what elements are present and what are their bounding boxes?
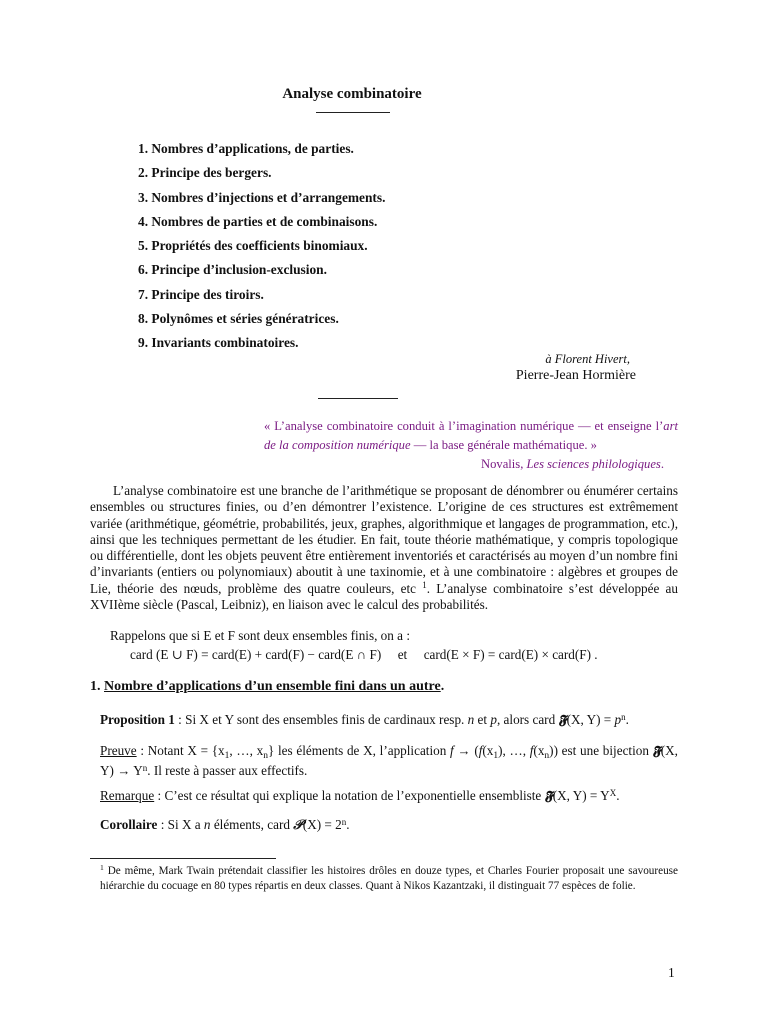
toc-item: 4. Nombres de parties et de combinaisons. bbox=[138, 213, 378, 229]
exponent: X bbox=[609, 787, 617, 798]
text: (X, Y) = Y bbox=[552, 788, 610, 803]
fraktur-symbol: 𝕱 bbox=[558, 713, 567, 728]
proposition-label: Proposition 1 bbox=[100, 712, 175, 727]
corollary-label: Corollaire bbox=[100, 817, 158, 832]
text: : C’est ce résultat qui explique la notation de l’exponentielle ensembliste bbox=[154, 788, 545, 803]
fraktur-symbol: 𝕱 bbox=[544, 789, 553, 804]
subscript: n bbox=[544, 750, 550, 761]
text: } les éléments de X, l’application bbox=[267, 743, 451, 758]
page-title: Analyse combinatoire bbox=[282, 86, 422, 102]
text: . bbox=[616, 788, 620, 803]
epigraph bbox=[264, 417, 678, 474]
toc-item: 7. Principe des tiroirs. bbox=[138, 286, 264, 302]
proof-label: Preuve bbox=[100, 743, 137, 758]
section-title: Nombre d’applications d’un ensemble fini dans un autre bbox=[104, 679, 441, 694]
text: → ( bbox=[453, 743, 479, 758]
exponent: n bbox=[142, 762, 148, 773]
text: (X) = 2 bbox=[302, 817, 342, 832]
text: éléments, card bbox=[210, 817, 294, 832]
title-rule bbox=[316, 112, 390, 113]
intro-paragraph bbox=[90, 483, 678, 613]
math-var: n bbox=[467, 712, 475, 727]
footnote-rule bbox=[90, 858, 276, 859]
math-var: f bbox=[478, 743, 483, 758]
footnote bbox=[100, 864, 678, 895]
page-number: 1 bbox=[668, 965, 675, 980]
remark-label: Remarque bbox=[100, 788, 155, 803]
footnote-ref[interactable]: 1 bbox=[422, 580, 427, 591]
toc-item: 9. Invariants combinatoires. bbox=[138, 335, 299, 351]
footnote-mark: 1 bbox=[100, 863, 104, 873]
math-var: p bbox=[614, 712, 622, 727]
corollary-paragraph bbox=[100, 817, 350, 833]
toc-item: 3. Nombres d’injections et d’arrangements. bbox=[138, 189, 386, 205]
text: . Il reste à passer aux effectifs. bbox=[147, 763, 308, 778]
dedication: à Florent Hivert, bbox=[545, 352, 630, 366]
text: (X, Y) → Y bbox=[100, 743, 678, 778]
epigraph-source bbox=[264, 455, 678, 474]
fraktur-symbol: 𝕱 bbox=[652, 744, 661, 759]
text: : Si X et Y sont des ensembles finis de cardinaux resp. bbox=[174, 712, 468, 727]
remark-paragraph bbox=[100, 788, 619, 804]
exponent: n bbox=[621, 711, 626, 722]
text: . bbox=[346, 817, 350, 832]
footnote-text: De même, Mark Twain prétendait classifier les histoires drôles en douze types, et Charles Fourier proposait une savoureuse hiérarchie du cocuage en 80 types répartis en deux classes. Quant à Nikos Kazantzaki, il distinguait 77 espèces de folie. bbox=[100, 865, 678, 893]
intro-text: . L’analyse combinatoire s’est développée au XVIIème siècle (Pascal, Leibniz), en liaison avec le calcul des probabilités. bbox=[90, 580, 678, 613]
separator-rule bbox=[318, 398, 398, 399]
epigraph-part: — la base générale mathématique. » bbox=[410, 438, 597, 452]
cardinal-formula: card (E ∪ F) = card(E) + card(F) − card(E ∩ F) et card(E × F) = card(E) × card(F) . bbox=[130, 647, 598, 662]
epigraph-italic: art de la composition numérique bbox=[264, 419, 678, 452]
text: )) est une bijection bbox=[549, 743, 653, 758]
section-number: 1. bbox=[90, 679, 104, 694]
toc-item: 2. Principe des bergers. bbox=[138, 165, 272, 181]
toc-item: 5. Propriétés des coefficients binomiaux. bbox=[138, 238, 368, 254]
epigraph-part: « L’analyse combinatoire conduit à l’imagination numérique — et enseigne l’ bbox=[264, 419, 664, 433]
epigraph-source-work: Les sciences philologiques bbox=[526, 457, 661, 471]
proof-paragraph bbox=[100, 741, 678, 780]
toc-item: 1. Nombres d’applications, de parties. bbox=[138, 141, 354, 156]
subscript: n bbox=[263, 750, 268, 761]
math-var: n bbox=[203, 817, 211, 832]
epigraph-text bbox=[264, 417, 678, 455]
text: , alors card bbox=[496, 712, 559, 727]
intro-text: L’analyse combinatoire est une branche de l’arithmétique se proposant de dénombrer ou énumérer certains ensembles ou structures finies, ou d’en démontrer l’existence. L’origine de ces structures est extrêmement variée (arithmétique, géométrie, probabilités, jeux, graphes, algorithmique et langages de programmation, etc.), ainsi que les techniques permettant de les étudier. En fait, toute théorie mathématique, y compris topologique ou différentielle, dont les objets peuvent être entièrement inventoriés et caractérisés au moyen d’un nombre fini d’invariants (entiers ou polynomiaux) aboutit à une taxinomie, et à une combinatoire : algèbres et groupes de Lie, théorie des nœuds, problème des quatre couleurs, etc bbox=[90, 483, 678, 596]
exponent: n bbox=[341, 816, 347, 827]
epigraph-source-author: Novalis, bbox=[481, 457, 527, 471]
epigraph-source-end: . bbox=[660, 457, 664, 471]
text: , …, x bbox=[229, 743, 264, 758]
toc-item: 8. Polynômes et séries génératrices. bbox=[138, 311, 339, 327]
text: ), …, bbox=[498, 743, 530, 758]
table-of-contents bbox=[138, 137, 385, 356]
text: : Si X a bbox=[157, 817, 204, 832]
author-name: Pierre-Jean Hormière bbox=[515, 368, 636, 383]
section-heading-1 bbox=[90, 679, 444, 695]
proposition-1 bbox=[100, 712, 629, 728]
text: et bbox=[474, 712, 491, 727]
math-var: f bbox=[529, 743, 534, 758]
subscript: 1 bbox=[493, 750, 499, 761]
text: (X, Y) = bbox=[566, 712, 615, 727]
math-var: f bbox=[450, 743, 454, 758]
text: (x bbox=[482, 743, 494, 758]
script-p-symbol: 𝒫 bbox=[293, 818, 303, 833]
subscript: 1 bbox=[224, 750, 230, 761]
text: . bbox=[625, 712, 629, 727]
math-var: p bbox=[490, 712, 497, 727]
section-end: . bbox=[440, 679, 445, 694]
recall-sentence: Rappelons que si E et F sont deux ensembles finis, on a : bbox=[110, 628, 410, 643]
toc-item: 6. Principe d’inclusion-exclusion. bbox=[138, 262, 327, 278]
text: (x bbox=[533, 743, 545, 758]
text: : Notant X = {x bbox=[136, 743, 225, 758]
